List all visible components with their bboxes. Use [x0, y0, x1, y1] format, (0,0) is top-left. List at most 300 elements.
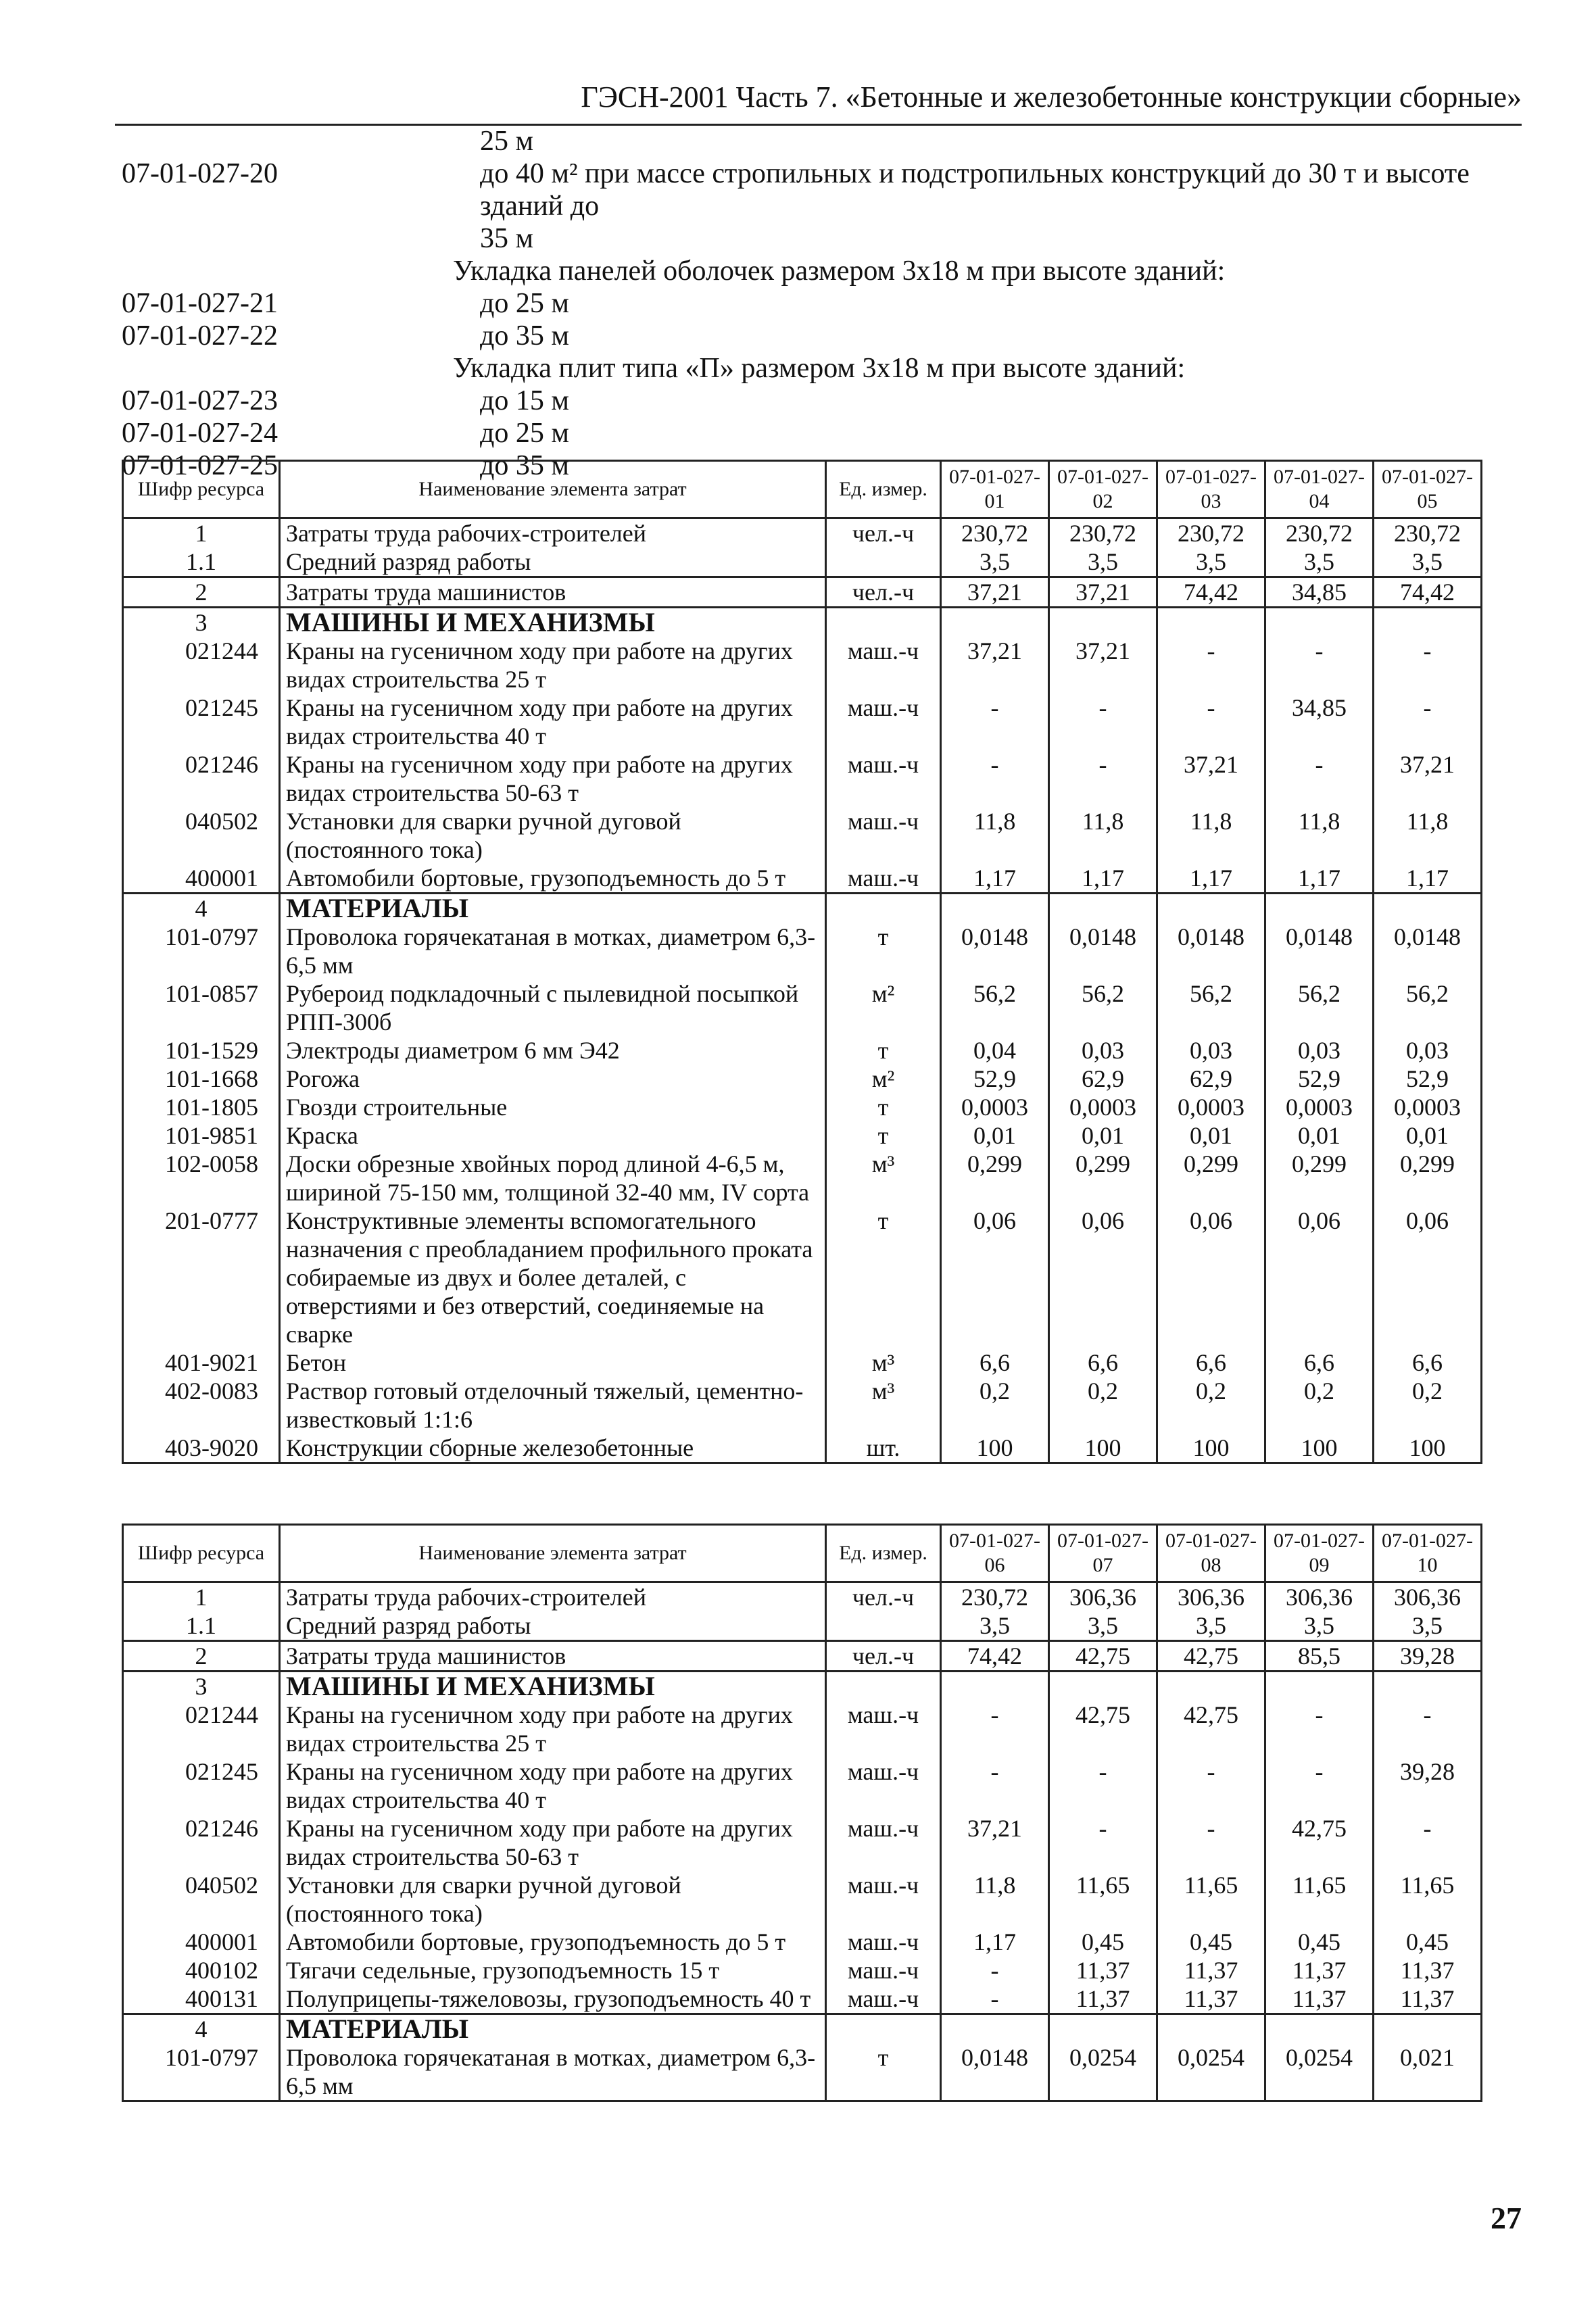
cell-value: 11,37: [1265, 1956, 1374, 1984]
cell-unit: чел.-ч: [826, 518, 941, 548]
cell-value: [1374, 2014, 1482, 2044]
cell-name: Гвозди строительные: [280, 1093, 826, 1121]
cell-value: 74,42: [941, 1641, 1049, 1672]
cell-code: 400131: [123, 1984, 280, 2014]
cell-value: 56,2: [1374, 979, 1482, 1036]
cell-value: 306,36: [1049, 1582, 1157, 1612]
cell-value: 6,6: [941, 1348, 1049, 1377]
col-header-norm: 07-01-027-10: [1374, 1525, 1482, 1582]
cell-value: 42,75: [1265, 1814, 1374, 1871]
cell-value: [1374, 608, 1482, 637]
cell-value: 37,21: [941, 577, 1049, 608]
cell-value: 11,8: [1374, 807, 1482, 864]
cell-value: 0,06: [1157, 1207, 1265, 1348]
cell-unit: т: [826, 1036, 941, 1065]
cell-value: -: [1374, 693, 1482, 750]
table-row: [123, 1701, 1482, 1757]
cell-value: 37,21: [1157, 750, 1265, 807]
col-header-name: Наименование элемента затрат: [280, 1525, 826, 1582]
intro-item: [122, 417, 1541, 449]
cell-value: 0,2: [941, 1377, 1049, 1434]
cell-value: 52,9: [941, 1065, 1049, 1093]
cell-unit: маш.-ч: [826, 1757, 941, 1814]
cell-value: 37,21: [1049, 577, 1157, 608]
table-row: [123, 1611, 1482, 1641]
table-row: [123, 894, 1482, 923]
cell-value: 42,75: [1049, 1701, 1157, 1757]
cell-value: -: [1157, 1814, 1265, 1871]
page-number: 27: [1491, 2201, 1522, 2235]
cell-value: 11,8: [1049, 807, 1157, 864]
cell-value: 6,6: [1157, 1348, 1265, 1377]
cell-value: -: [941, 1701, 1049, 1757]
cell-value: 52,9: [1374, 1065, 1482, 1093]
cell-code: 400001: [123, 864, 280, 894]
table-row: [123, 1121, 1482, 1150]
cell-value: [1265, 608, 1374, 637]
cell-name: Рубероид подкладочный с пылевидной посыпкой РПП-300б: [280, 979, 826, 1036]
cell-unit: чел.-ч: [826, 577, 941, 608]
cell-value: 0,299: [1049, 1150, 1157, 1207]
cell-name: Затраты труда рабочих-строителей: [280, 1582, 826, 1612]
cell-value: 34,85: [1265, 693, 1374, 750]
cell-code: 101-0797: [123, 923, 280, 979]
cell-value: 0,0148: [941, 923, 1049, 979]
intro-text: до 35 м: [480, 320, 569, 351]
cell-value: [1157, 2014, 1265, 2044]
cell-unit: маш.-ч: [826, 750, 941, 807]
cell-unit: маш.-ч: [826, 1928, 941, 1956]
intro-code: 07-01-027-23: [122, 385, 278, 416]
cell-value: -: [1157, 637, 1265, 693]
cell-value: 230,72: [1265, 518, 1374, 548]
cell-value: 11,37: [1157, 1984, 1265, 2014]
cell-value: 56,2: [941, 979, 1049, 1036]
cell-value: 6,6: [1049, 1348, 1157, 1377]
cell-name: Затраты труда рабочих-строителей: [280, 518, 826, 548]
cell-code: 101-9851: [123, 1121, 280, 1150]
cell-value: 3,5: [1049, 547, 1157, 577]
cell-value: 306,36: [1157, 1582, 1265, 1612]
cell-unit: чел.-ч: [826, 1582, 941, 1612]
cell-unit: т: [826, 1207, 941, 1348]
table-row: [123, 1150, 1482, 1207]
cell-value: 0,45: [1157, 1928, 1265, 1956]
table-row: [123, 2014, 1482, 2044]
cell-value: 0,06: [1374, 1207, 1482, 1348]
intro-text: до 40 м² при массе стропильных и подстропильных конструкций до 30 т и высоте зданий до: [480, 158, 1470, 222]
cell-value: 0,2: [1374, 1377, 1482, 1434]
cell-value: -: [941, 750, 1049, 807]
table-row: [123, 1814, 1482, 1871]
intro-item: [122, 352, 1541, 385]
cell-value: 0,2: [1049, 1377, 1157, 1434]
table-row: [123, 750, 1482, 807]
intro-code: [122, 222, 324, 255]
cell-code: 021244: [123, 637, 280, 693]
cell-value: [1049, 2014, 1157, 2044]
cell-unit: маш.-ч: [826, 1871, 941, 1928]
cell-unit: т: [826, 2043, 941, 2101]
table-row: [123, 1434, 1482, 1463]
table-row: [123, 1928, 1482, 1956]
cell-name: Средний разряд работы: [280, 547, 826, 577]
cell-code: 1.1: [123, 1611, 280, 1641]
cell-value: 1,17: [941, 864, 1049, 894]
cell-value: 0,0003: [1157, 1093, 1265, 1121]
cell-value: 56,2: [1265, 979, 1374, 1036]
cell-value: 0,01: [1374, 1121, 1482, 1150]
cell-value: 34,85: [1265, 577, 1374, 608]
cell-value: 11,8: [941, 807, 1049, 864]
cell-value: 11,65: [1157, 1871, 1265, 1928]
cell-value: 230,72: [941, 1582, 1049, 1612]
cell-name: Доски обрезные хвойных пород длиной 4-6,5 м, шириной 75-150 мм, толщиной 32-40 мм, IV сорта: [280, 1150, 826, 1207]
cell-unit: т: [826, 923, 941, 979]
cell-value: 0,2: [1265, 1377, 1374, 1434]
cell-value: 11,65: [1049, 1871, 1157, 1928]
cell-name: Конструктивные элементы вспомогательного назначения с преобладанием профильного проката собираемые из двух и более деталей, с отверстиями и без отверстий, соединяемые на сварке: [280, 1207, 826, 1348]
intro-item: [122, 222, 1541, 255]
table-row: [123, 1348, 1482, 1377]
cell-value: 1,17: [941, 1928, 1049, 1956]
cell-name: Полуприцепы-тяжеловозы, грузоподъемность 40 т: [280, 1984, 826, 2014]
cell-value: 37,21: [941, 637, 1049, 693]
resource-table-1: [122, 460, 1482, 1464]
cell-value: [941, 894, 1049, 923]
cell-unit: т: [826, 1093, 941, 1121]
cell-value: 62,9: [1157, 1065, 1265, 1093]
cell-value: -: [1049, 693, 1157, 750]
table-row: [123, 1582, 1482, 1612]
cell-value: -: [1265, 1701, 1374, 1757]
cell-value: -: [1374, 1701, 1482, 1757]
intro-text: Укладка плит типа «П» размером 3x18 м при высоте зданий:: [453, 353, 1186, 384]
cell-value: 0,01: [1157, 1121, 1265, 1150]
cell-name: Электроды диаметром 6 мм Э42: [280, 1036, 826, 1065]
cell-value: 56,2: [1049, 979, 1157, 1036]
table-row: [123, 1093, 1482, 1121]
cell-value: 56,2: [1157, 979, 1265, 1036]
cell-value: 0,06: [941, 1207, 1049, 1348]
col-header-unit: Ед. измер.: [826, 461, 941, 518]
cell-name: Тягачи седельные, грузоподъемность 15 т: [280, 1956, 826, 1984]
table-row: [123, 1065, 1482, 1093]
cell-value: [1049, 894, 1157, 923]
cell-value: 1,17: [1049, 864, 1157, 894]
cell-value: -: [941, 1757, 1049, 1814]
cell-value: 100: [1374, 1434, 1482, 1463]
cell-value: 0,0148: [1374, 923, 1482, 979]
cell-name: Краны на гусеничном ходу при работе на других видах строительства 50-63 т: [280, 750, 826, 807]
cell-code: 021244: [123, 1701, 280, 1757]
cell-value: [941, 2014, 1049, 2044]
cell-code: 400001: [123, 1928, 280, 1956]
intro-code: 07-01-027-20: [122, 158, 278, 189]
cell-value: 11,65: [1265, 1871, 1374, 1928]
col-header-norm: 07-01-027-08: [1157, 1525, 1265, 1582]
cell-value: 230,72: [1049, 518, 1157, 548]
table-row: [123, 518, 1482, 548]
cell-name: МАШИНЫ И МЕХАНИЗМЫ: [280, 608, 826, 637]
cell-value: 6,6: [1374, 1348, 1482, 1377]
cell-unit: м³: [826, 1348, 941, 1377]
cell-code: 403-9020: [123, 1434, 280, 1463]
cell-value: [1157, 1672, 1265, 1701]
cell-value: 0,299: [1265, 1150, 1374, 1207]
cell-value: 0,03: [1157, 1036, 1265, 1065]
cell-value: -: [1157, 693, 1265, 750]
cell-value: -: [941, 693, 1049, 750]
cell-value: 0,2: [1157, 1377, 1265, 1434]
cell-value: [941, 608, 1049, 637]
cell-code: 021245: [123, 693, 280, 750]
cell-value: 0,06: [1049, 1207, 1157, 1348]
intro-list: [122, 125, 1541, 482]
cell-value: -: [941, 1956, 1049, 1984]
intro-item: [122, 157, 1541, 222]
intro-code: 07-01-027-25: [122, 450, 278, 481]
cell-value: -: [1265, 750, 1374, 807]
cell-value: 42,75: [1049, 1641, 1157, 1672]
cell-unit: [826, 547, 941, 577]
cell-name: Затраты труда машинистов: [280, 577, 826, 608]
cell-name: Краны на гусеничном ходу при работе на других видах строительства 40 т: [280, 1757, 826, 1814]
cell-value: 11,37: [1374, 1984, 1482, 2014]
cell-unit: маш.-ч: [826, 864, 941, 894]
intro-text: до 25 м: [480, 418, 569, 449]
table-row: [123, 1377, 1482, 1434]
cell-value: 306,36: [1374, 1582, 1482, 1612]
cell-value: 42,75: [1157, 1641, 1265, 1672]
table-row: [123, 608, 1482, 637]
cell-name: Рогожа: [280, 1065, 826, 1093]
intro-text: 25 м: [480, 126, 534, 157]
cell-value: 3,5: [1157, 547, 1265, 577]
cell-code: 2: [123, 577, 280, 608]
cell-value: 0,0254: [1157, 2043, 1265, 2101]
cell-value: -: [1049, 1757, 1157, 1814]
cell-value: 230,72: [1374, 518, 1482, 548]
cell-value: 74,42: [1374, 577, 1482, 608]
cell-unit: маш.-ч: [826, 637, 941, 693]
table-row: [123, 1757, 1482, 1814]
intro-code: [122, 125, 324, 157]
cell-name: Краска: [280, 1121, 826, 1150]
intro-item: [122, 385, 1541, 417]
table-row: [123, 637, 1482, 693]
cell-code: 021246: [123, 1814, 280, 1871]
cell-name: Средний разряд работы: [280, 1611, 826, 1641]
cell-value: 0,03: [1265, 1036, 1374, 1065]
cell-value: -: [941, 1984, 1049, 2014]
cell-value: 100: [1157, 1434, 1265, 1463]
cell-value: 11,37: [1374, 1956, 1482, 1984]
cell-value: 0,03: [1049, 1036, 1157, 1065]
cell-value: 230,72: [941, 518, 1049, 548]
cell-name: Автомобили бортовые, грузоподъемность до 5 т: [280, 864, 826, 894]
cell-value: 3,5: [1049, 1611, 1157, 1641]
cell-value: 37,21: [1049, 637, 1157, 693]
cell-code: 401-9021: [123, 1348, 280, 1377]
cell-value: 74,42: [1157, 577, 1265, 608]
cell-value: 39,28: [1374, 1757, 1482, 1814]
cell-value: 0,299: [941, 1150, 1049, 1207]
cell-code: 021246: [123, 750, 280, 807]
cell-unit: м³: [826, 1377, 941, 1434]
cell-value: 0,03: [1374, 1036, 1482, 1065]
cell-code: 3: [123, 1672, 280, 1701]
intro-code: 07-01-027-21: [122, 288, 278, 319]
header-title: ГЭСН-2001 Часть 7. «Бетонные и железобетонные конструкции сборные»: [581, 80, 1522, 114]
cell-code: 101-1805: [123, 1093, 280, 1121]
cell-value: 1,17: [1265, 864, 1374, 894]
cell-value: 0,01: [1265, 1121, 1374, 1150]
cell-value: 0,0148: [941, 2043, 1049, 2101]
cell-value: 3,5: [1265, 547, 1374, 577]
table-row: [123, 1641, 1482, 1672]
cell-value: 0,021: [1374, 2043, 1482, 2101]
table-header-row: [123, 461, 1482, 518]
cell-value: 230,72: [1157, 518, 1265, 548]
cell-value: 37,21: [941, 1814, 1049, 1871]
cell-value: 3,5: [941, 547, 1049, 577]
cell-code: 2: [123, 1641, 280, 1672]
cell-name: Проволока горячекатаная в мотках, диаметром 6,3-6,5 мм: [280, 2043, 826, 2101]
cell-value: 11,37: [1157, 1956, 1265, 1984]
intro-text: до 15 м: [480, 385, 569, 416]
cell-code: 102-0058: [123, 1150, 280, 1207]
col-header-norm: 07-01-027-07: [1049, 1525, 1157, 1582]
cell-name: Раствор готовый отделочный тяжелый, цементно-известковый 1:1:6: [280, 1377, 826, 1434]
cell-value: 3,5: [941, 1611, 1049, 1641]
cell-code: 101-1668: [123, 1065, 280, 1093]
table-row: [123, 864, 1482, 894]
cell-value: 0,299: [1374, 1150, 1482, 1207]
cell-value: 0,45: [1374, 1928, 1482, 1956]
cell-code: 101-0857: [123, 979, 280, 1036]
cell-unit: маш.-ч: [826, 1984, 941, 2014]
table-row: [123, 1984, 1482, 2014]
table-row: [123, 1871, 1482, 1928]
col-header-name: Наименование элемента затрат: [280, 461, 826, 518]
cell-code: 4: [123, 894, 280, 923]
cell-value: 100: [1265, 1434, 1374, 1463]
cell-value: 1,17: [1374, 864, 1482, 894]
cell-value: -: [1374, 637, 1482, 693]
cell-value: 6,6: [1265, 1348, 1374, 1377]
cell-code: 101-1529: [123, 1036, 280, 1065]
col-header-norm: 07-01-027-09: [1265, 1525, 1374, 1582]
resource-table-2: [122, 1524, 1482, 2102]
cell-name: Бетон: [280, 1348, 826, 1377]
cell-value: 0,01: [941, 1121, 1049, 1150]
cell-code: 1: [123, 518, 280, 548]
intro-text: до 25 м: [480, 288, 569, 319]
table-row: [123, 979, 1482, 1036]
cell-unit: маш.-ч: [826, 807, 941, 864]
cell-value: 100: [941, 1434, 1049, 1463]
cell-value: 11,37: [1049, 1984, 1157, 2014]
cell-value: 11,8: [1157, 807, 1265, 864]
cell-value: 52,9: [1265, 1065, 1374, 1093]
cell-value: 0,0254: [1265, 2043, 1374, 2101]
cell-unit: маш.-ч: [826, 1701, 941, 1757]
table-row: [123, 2043, 1482, 2101]
cell-value: 0,0254: [1049, 2043, 1157, 2101]
cell-value: -: [1049, 750, 1157, 807]
cell-value: 11,37: [1049, 1956, 1157, 1984]
intro-item: [122, 255, 1541, 287]
cell-name: Конструкции сборные железобетонные: [280, 1434, 826, 1463]
cell-code: 201-0777: [123, 1207, 280, 1348]
cell-value: 0,0003: [1374, 1093, 1482, 1121]
cell-value: -: [1374, 1814, 1482, 1871]
intro-text: 35 м: [480, 223, 534, 254]
table-row: [123, 1036, 1482, 1065]
cell-code: 402-0083: [123, 1377, 280, 1434]
intro-code: 07-01-027-22: [122, 320, 278, 351]
cell-value: [941, 1672, 1049, 1701]
cell-value: 39,28: [1374, 1641, 1482, 1672]
cell-value: [1157, 894, 1265, 923]
cell-name: Краны на гусеничном ходу при работе на других видах строительства 25 т: [280, 637, 826, 693]
cell-value: 11,8: [941, 1871, 1049, 1928]
cell-value: -: [1157, 1757, 1265, 1814]
table-row: [123, 1672, 1482, 1701]
cell-value: [1265, 1672, 1374, 1701]
cell-value: [1265, 894, 1374, 923]
cell-value: 0,01: [1049, 1121, 1157, 1150]
cell-code: 1: [123, 1582, 280, 1612]
cell-value: -: [1049, 1814, 1157, 1871]
cell-name: МАТЕРИАЛЫ: [280, 894, 826, 923]
cell-code: 101-0797: [123, 2043, 280, 2101]
cell-value: 0,0148: [1157, 923, 1265, 979]
cell-unit: [826, 608, 941, 637]
cell-value: 0,06: [1265, 1207, 1374, 1348]
cell-value: 37,21: [1374, 750, 1482, 807]
cell-value: [1374, 894, 1482, 923]
cell-value: 1,17: [1157, 864, 1265, 894]
cell-value: 0,299: [1157, 1150, 1265, 1207]
cell-unit: маш.-ч: [826, 1956, 941, 1984]
cell-value: [1374, 1672, 1482, 1701]
cell-code: 040502: [123, 807, 280, 864]
cell-value: 0,0003: [1049, 1093, 1157, 1121]
cell-value: 0,04: [941, 1036, 1049, 1065]
intro-item: [122, 320, 1541, 352]
cell-value: -: [1265, 637, 1374, 693]
table-row: [123, 807, 1482, 864]
cell-unit: маш.-ч: [826, 693, 941, 750]
cell-code: 1.1: [123, 547, 280, 577]
cell-unit: т: [826, 1121, 941, 1150]
col-header-norm: 07-01-027-03: [1157, 461, 1265, 518]
cell-value: 0,0003: [941, 1093, 1049, 1121]
cell-unit: м²: [826, 979, 941, 1036]
col-header-code: Шифр ресурса: [123, 461, 280, 518]
cell-code: 040502: [123, 1871, 280, 1928]
table-row: [123, 693, 1482, 750]
cell-value: 100: [1049, 1434, 1157, 1463]
cell-value: 3,5: [1374, 1611, 1482, 1641]
cell-value: 11,37: [1265, 1984, 1374, 2014]
cell-value: 85,5: [1265, 1641, 1374, 1672]
cell-name: МАТЕРИАЛЫ: [280, 2014, 826, 2044]
cell-name: МАШИНЫ И МЕХАНИЗМЫ: [280, 1672, 826, 1701]
cell-value: [1049, 1672, 1157, 1701]
